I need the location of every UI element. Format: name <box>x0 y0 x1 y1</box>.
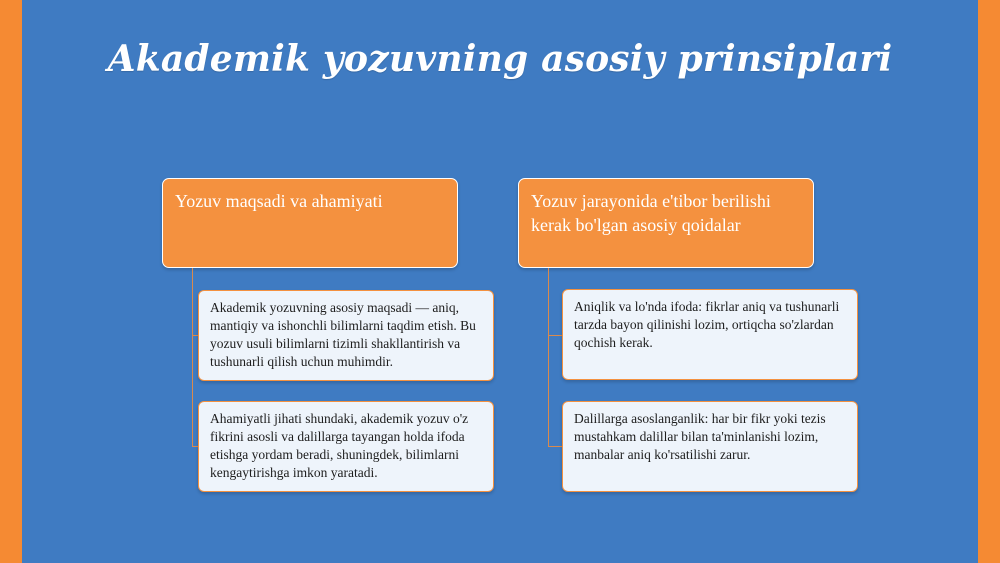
card-evidence-text: Dalillarga asoslanganlik: har bir fikr yoki tezis mustahkam dalillar bilan ta'minlanishi lozim, manbalar aniq ko'rsatilishi zarur. <box>574 411 826 462</box>
connector-branch-right-1 <box>548 335 562 336</box>
card-purpose <box>198 290 494 381</box>
card-clarity-text: Aniqlik va lo'nda ifoda: fikrlar aniq va tushunarli tarzda bayon qilinishi lozim, ortiqcha so'zlardan qochish kerak. <box>574 299 840 350</box>
connector-line-right <box>548 268 549 446</box>
card-importance <box>198 401 494 492</box>
heading-purpose-text: Yozuv maqsadi va ahamiyati <box>175 191 383 211</box>
card-clarity <box>562 289 858 380</box>
heading-box-rules <box>518 178 814 268</box>
card-purpose-text: Akademik yozuvning asosiy maqsadi — aniq, mantiqiy va ishonchli bilimlarni taqdim etish. Bu yozuv usuli bilimlarni tizimli shakllantirish va tushunarli qilish uchun muhimdir. <box>210 300 476 369</box>
card-importance-text: Ahamiyatli jihati shundaki, akademik yozuv o'z fikrini asosli va dalillarga tayangan holda ifoda etishga yordam beradi, shuningdek, bilimlarni kengaytirishga imkon yaratadi. <box>210 411 469 480</box>
slide <box>22 0 978 563</box>
slide-title: Akademik yozuvning asosiy prinsiplari <box>107 38 893 80</box>
heading-box-purpose <box>162 178 458 268</box>
connector-line-left <box>192 268 193 446</box>
connector-branch-right-2 <box>548 446 562 447</box>
card-evidence <box>562 401 858 492</box>
heading-rules-text: Yozuv jarayonida e'tibor berilishi kerak bo'lgan asosiy qoidalar <box>531 191 771 235</box>
